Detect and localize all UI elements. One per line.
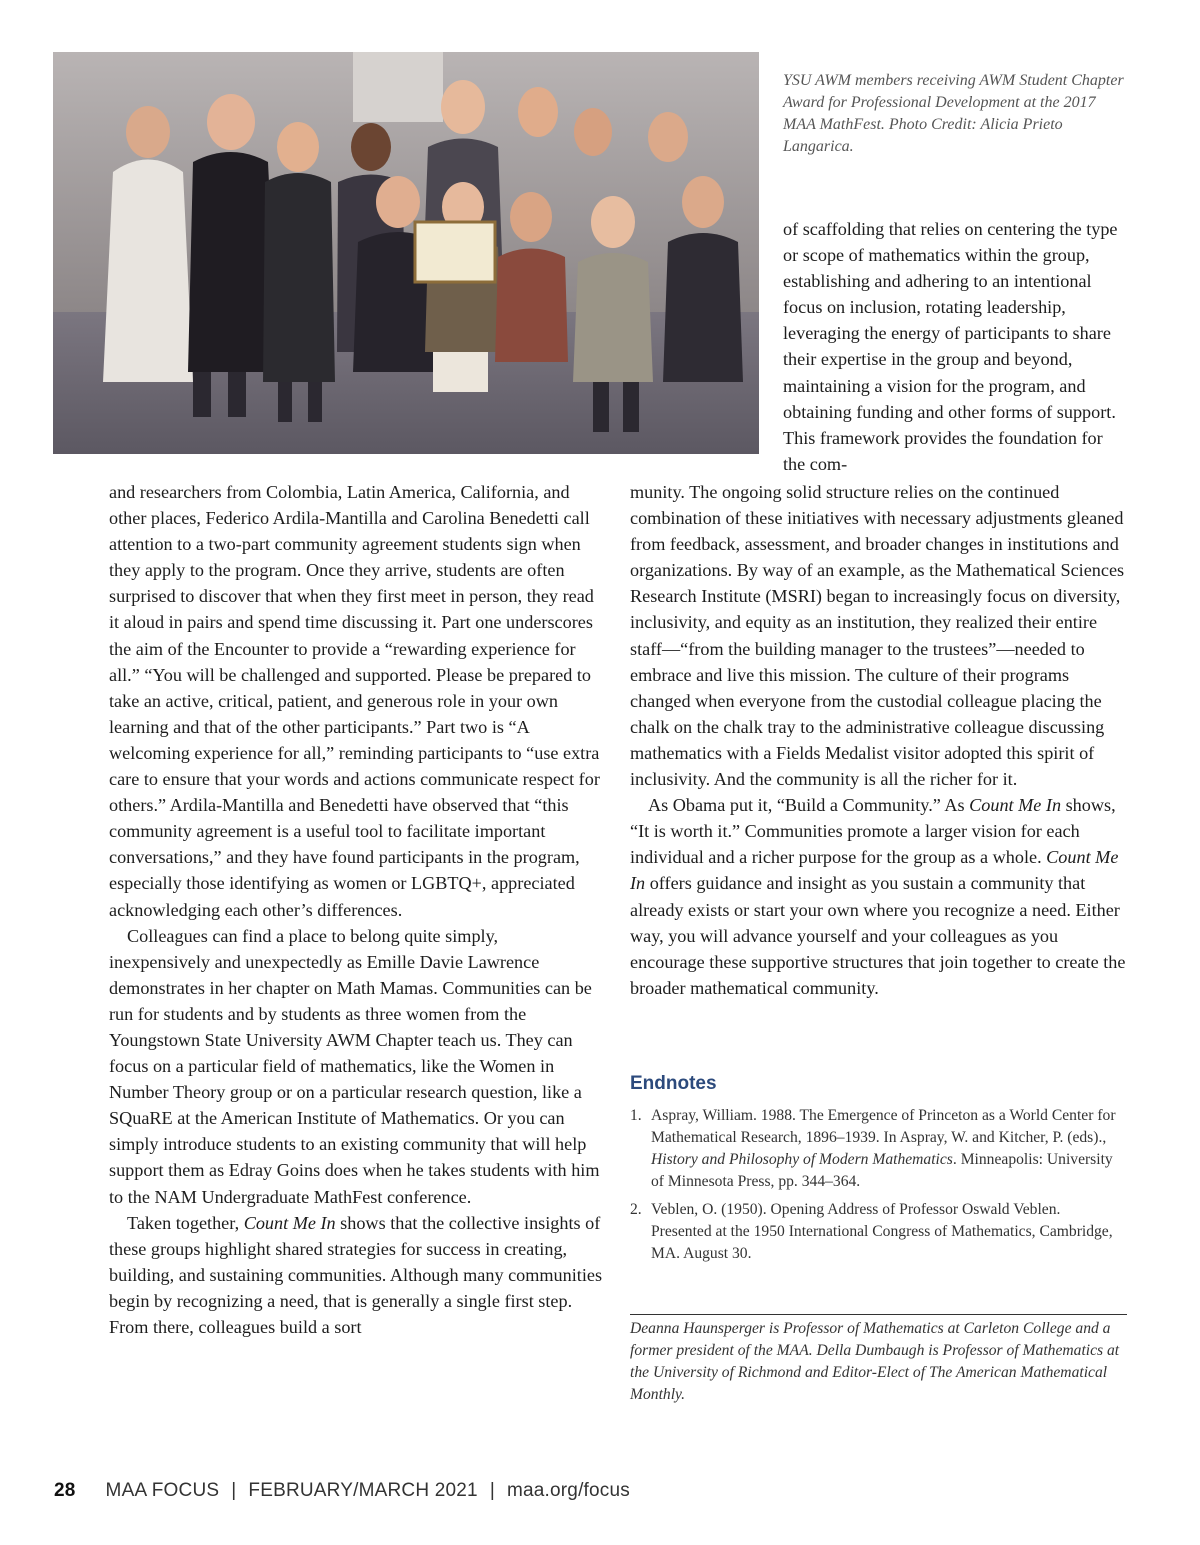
left-paragraph-1: and researchers from Colombia, Latin America, California, and other places, Federico Ardila-Mantilla and Carolina Benedetti call attention to a two-part community agreement students sign when they apply to the program. Once they arrive, students are often surprised to discover that when they first meet in person, they read it aloud in pairs and spend time discussing it. Part one underscores the aim of the Encounter to provide a “rewarding experience for all.” “You will be challenged and supported. Please be prepared to take an active, critical, patient, and generous role in your own learning and that of the other participants.” Part two is “A welcoming experience for all,” reminding participants to “use extra care to ensure that your words and actions communicate respect for others.” Ardila-Mantilla and Benedetti have observed that “this community agreement is a useful tool to facilitate important conversations,” and they have found participants in the program, especially those identifying as women or LGBTQ+, appreciated acknowledging each other’s differences. (109, 482, 600, 920)
endnotes-list (630, 1105, 1120, 1271)
divider-rule (630, 1314, 1127, 1315)
text-run: . Minneapolis: University of Minnesota Press, pp. 344–364. (651, 1151, 1113, 1190)
text-run: Aspray, William. 1988. The Emergence of Princeton as a World Center for Mathematical Research, 1896–1939. In Aspray, W. and Kitcher, P. (eds)., (651, 1107, 1116, 1146)
page-number: 28 (54, 1480, 76, 1501)
endnote-text (651, 1199, 1120, 1265)
footer-separator: | (231, 1480, 237, 1501)
group-photo (53, 52, 759, 454)
endnote-item (630, 1105, 1120, 1193)
endnotes-heading: Endnotes (630, 1073, 717, 1094)
photo-caption: YSU AWM members receiving AWM Student Chapter Award for Professional Development at the 2017 MAA MathFest. Photo Credit: Alicia Prieto Langarica. (783, 72, 1124, 155)
left-paragraph-2: Colleagues can find a place to belong quite simply, inexpensively and unexpectedly as Emille Davie Lawrence demonstrates in her chapter on Math Mamas. Communities can be run for students and by students as three women from the Youngstown State University AWM Chapter teach us. They can focus on a particular field of mathematics, like the Women in Number Theory group or on a particular research question, like a SQuaRE at the American Institute of Mathematics. Or you can simply introduce students to an existing community that will help support them as Edray Goins does when he takes students with him to the NAM Undergraduate MathFest conference. (109, 925, 600, 1207)
book-title: Count Me In (243, 1212, 336, 1233)
endnote-number: 1. (630, 1107, 642, 1124)
right-top-text-block (783, 216, 1129, 477)
left-paragraph-3 (109, 1210, 603, 1340)
right-column (630, 479, 1128, 1001)
endnote-number: 2. (630, 1201, 642, 1218)
author-bio: Deanna Haunsperger is Professor of Mathematics at Carleton College and a former president of the MAA. Della Dumbaugh is Professor of Mathematics at the University of Richmond and Editor-Elect of The American Mathematical Monthly. (630, 1320, 1120, 1403)
text-run: shows that the collective insights of these groups highlight shared strategies for success in creating, building, and sustaining communities. Although many communities begin by recognizing a need, that is generally a single first step. From there, colleagues build a sort (109, 1212, 603, 1337)
website-url[interactable]: maa.org/focus (506, 1480, 630, 1501)
text-run: Taken together, (127, 1212, 244, 1233)
endnote-text (651, 1105, 1120, 1193)
text-run: offers guidance and insight as you sustain a community that already exists or start your own where you recognize a need. Either way, you will advance yourself and your colleagues as you encourage these supportive structures that join together to create the broader mathematical community. (630, 873, 1126, 998)
right-paragraph-2 (630, 792, 1128, 1001)
text-run: As Obama put it, “Build a Community.” As (648, 795, 970, 816)
book-title: Count Me In (969, 795, 1062, 816)
issue-date: FEBRUARY/MARCH 2021 (248, 1480, 478, 1501)
right-top-paragraph: of scaffolding that relies on centering the type or scope of mathematics within the group, establishing and adhering to an intentional focus on inclusion, rotating leadership, leveraging the energy of participants to share their expertise in the group and beyond, maintaining a vision for the program, and obtaining funding and other forms of support. This framework provides the foundation for the com- (783, 219, 1118, 474)
left-column (109, 479, 603, 1340)
book-title: Count Me In (630, 847, 1119, 894)
footer-separator: | (489, 1480, 495, 1501)
group-photo-illustration (53, 52, 759, 454)
text-run: Veblen, O. (1950). Opening Address of Professor Oswald Veblen. Presented at the 1950 International Congress of Mathematics, Cambridge, MA. August 30. (651, 1201, 1113, 1262)
text-run: shows, “It is worth it.” Communities promote a larger vision for each individual and a richer purpose for the group as a whole. (630, 795, 1116, 868)
book-title: History and Philosophy of Modern Mathematics (651, 1151, 953, 1168)
publication-name: MAA FOCUS (105, 1480, 220, 1501)
page-footer (54, 1480, 630, 1502)
endnote-item (630, 1199, 1120, 1265)
right-paragraph-1: munity. The ongoing solid structure relies on the continued combination of these initiatives with necessary adjustments gleaned from feedback, assessment, and broader changes in institutions and organizations. By way of an example, as the Mathematical Sciences Research Institute (MSRI) began to increasingly focus on diversity, inclusivity, and equity as an institution, they realized their entire staff—“from the building manager to the trustees”—needed to embrace and live this mission. The culture of their programs changed when everyone from the custodial colleague placing the chalk on the chalk tray to the administrative colleague discussing mathematics with a Fields Medalist visitor adopted this spirit of inclusivity. And the community is all the richer for it. (630, 482, 1125, 790)
